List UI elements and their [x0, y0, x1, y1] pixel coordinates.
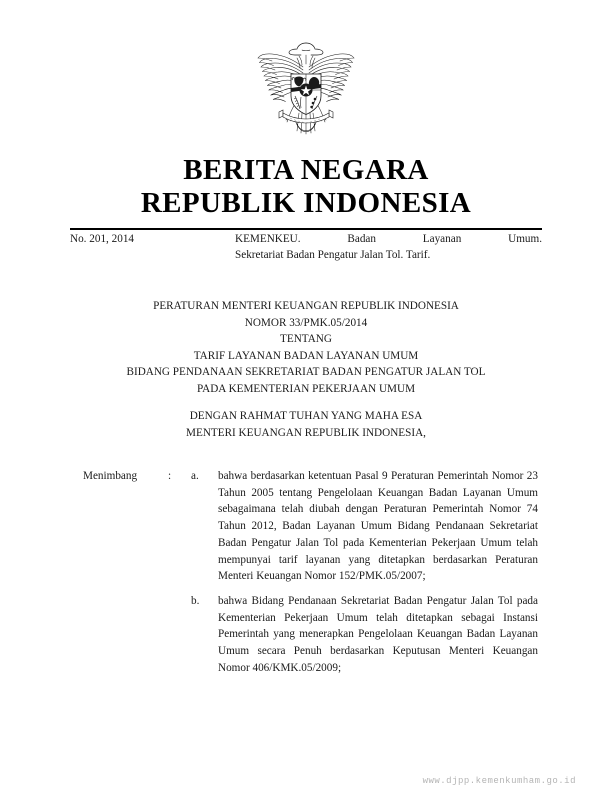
considerations-label: Menimbang — [83, 470, 138, 482]
list-item-text: bahwa Bidang Pendanaan Sekretariat Badan Pengatur Jalan Tol pada Kementerian Pekerjaan Umum telah ditetapkan sebagai Instansi Pemerintah yang menerapkan Pengelolaan Keuangan Badan Layanan Umum secara Penuh berdasarkan Keputusan Menteri Keuangan Nomor 406/KMK.05/2009; — [218, 594, 538, 674]
subject-line-2: Sekretariat Badan Pengatur Jalan Tol. Tarif. — [235, 248, 431, 261]
title-line-2: NOMOR 33/PMK.05/2014 — [244, 316, 368, 329]
considerations-list — [191, 468, 538, 676]
gazette-number: No. 201, 2014 — [70, 233, 135, 245]
considerations-row — [83, 468, 538, 676]
title-line-4: TARIF LAYANAN BADAN LAYANAN UMUM — [193, 349, 419, 362]
title-line-1: PERATURAN MENTERI KEUANGAN REPUBLIK INDONESIA — [153, 300, 459, 312]
list-item-text: bahwa berdasarkan ketentuan Pasal 9 Peraturan Pemerintah Nomor 23 Tahun 2005 tentang Pengelolaan Keuangan Badan Layanan Umum sebagaimana telah diubah dengan Peraturan Pemerintah Nomor 74 Tahun 2012, Badan Layanan Umum Bidang Pendanaan Sekretariat Badan Pengatur Jalan Tol pada Kementerian Pekerjaan Umum telah mempunyai tarif layanan yang ditetapkan berdasarkan Peraturan Menteri Keuangan Nomor 152/PMK.05/2007; — [218, 470, 538, 583]
title-line-5: BIDANG PENDANAAN SEKRETARIAT BADAN PENGATUR JALAN TOL — [126, 366, 486, 379]
masthead-line-2: REPUBLIK INDONESIA — [140, 187, 472, 219]
list-item-marker: a. — [191, 470, 199, 482]
invocation-block — [56, 408, 556, 441]
regulation-title-block — [56, 298, 556, 398]
list-item — [191, 593, 538, 677]
masthead-divider — [70, 228, 542, 230]
subject-keywords — [235, 232, 542, 263]
masthead — [66, 154, 546, 220]
emblem-container — [0, 38, 612, 147]
header-meta-row — [70, 232, 542, 263]
source-watermark: www.djpp.kemenkumham.go.id — [422, 776, 576, 786]
masthead-line-1: BERITA NEGARA — [183, 154, 429, 186]
subject-line-1: KEMENKEU. Badan Layanan Umum. — [235, 233, 542, 245]
list-item-marker: b. — [191, 594, 200, 607]
garuda-pancasila-emblem — [247, 38, 365, 142]
invocation-line-1: DENGAN RAHMAT TUHAN YANG MAHA ESA — [189, 410, 423, 422]
invocation-line-2: MENTERI KEUANGAN REPUBLIK INDONESIA, — [186, 426, 426, 439]
considerations-colon: : — [168, 470, 172, 482]
list-item — [191, 468, 538, 585]
title-line-3: TENTANG — [280, 333, 332, 346]
title-line-6: PADA KEMENTERIAN PEKERJAAN UMUM — [196, 382, 416, 395]
considerations-section — [83, 468, 538, 676]
footer — [0, 770, 612, 788]
